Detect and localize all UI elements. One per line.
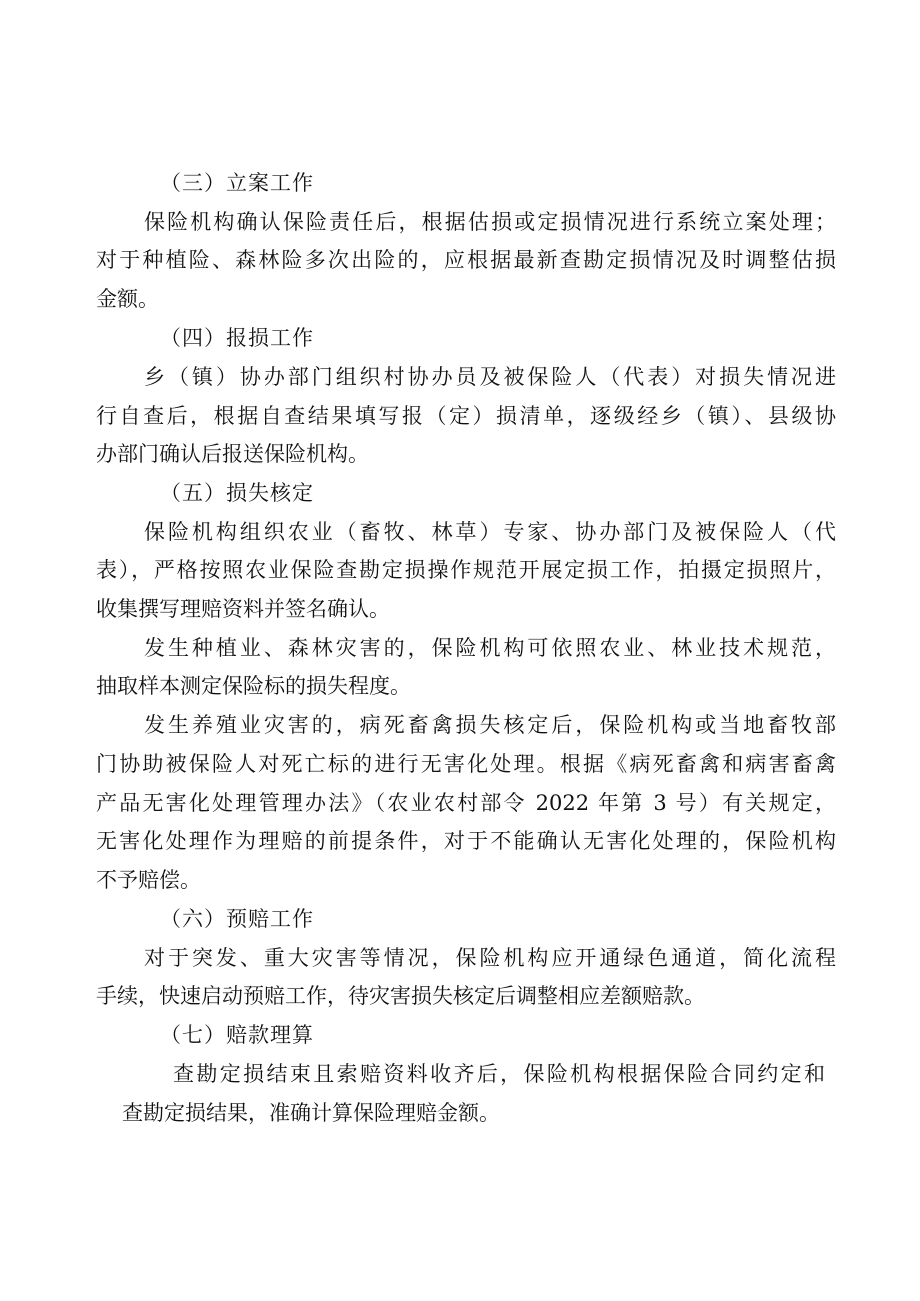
paragraph-line: 表），严格按照农业保险查勘定损操作规范开展定损工作，拍摄定损照片，	[96, 558, 836, 582]
paragraph-line: 保险机构确认保险责任后，根据估损或定损情况进行系统立案处理；	[144, 210, 836, 234]
paragraph-line: 对于突发、重大灾害等情况，保险机构应开通绿色通道，简化流程	[144, 946, 836, 970]
paragraph-line: 办部门确认后报送保险机构。	[96, 442, 369, 466]
paragraph-line: 查勘定损结果，准确计算保险理赔金额。	[122, 1101, 500, 1125]
paragraph-line: 手续，快速启动预赔工作，待灾害损失核定后调整相应差额赔款。	[96, 984, 705, 1008]
paragraph-line: 行自查后，根据自查结果填写报（定）损清单，逐级经乡（镇）、县级协	[96, 404, 836, 428]
section-heading-3: （三）立案工作	[160, 171, 314, 195]
paragraph-line: 查勘定损结束且索赔资料收齐后，保险机构根据保险合同约定和	[173, 1062, 825, 1086]
section-heading-7: （七）赔款理算	[160, 1023, 314, 1047]
paragraph-line: 乡（镇）协办部门组织村协办员及被保险人（代表）对损失情况进	[144, 365, 836, 389]
paragraph-line: 不予赔偿。	[96, 868, 201, 892]
paragraph-line: 无害化处理作为理赔的前提条件，对于不能确认无害化处理的，保险机构	[96, 829, 836, 853]
section-heading-5: （五）损失核定	[160, 481, 314, 505]
section-heading-4: （四）报损工作	[160, 326, 314, 350]
paragraph-line: 收集撰写理赔资料并签名确认。	[96, 597, 390, 621]
paragraph-line: 金额。	[96, 287, 159, 311]
paragraph-line: 发生养殖业灾害的，病死畜禽损失核定后，保险机构或当地畜牧部	[144, 713, 836, 737]
paragraph-line: 发生种植业、森林灾害的，保险机构可依照农业、林业技术规范，	[144, 636, 836, 660]
paragraph-line: 产品无害化处理管理办法》（农业农村部令 2022 年第 3 号）有关规定，	[96, 791, 836, 815]
paragraph-line: 对于种植险、森林险多次出险的，应根据最新查勘定损情况及时调整估损	[96, 248, 836, 272]
paragraph-line: 保险机构组织农业（畜牧、林草）专家、协办部门及被保险人（代	[144, 520, 836, 544]
paragraph-line: 抽取样本测定保险标的损失程度。	[96, 674, 411, 698]
section-heading-6: （六）预赔工作	[160, 907, 314, 931]
paragraph-line: 门协助被保险人对死亡标的进行无害化处理。根据《病死畜禽和病害畜禽	[96, 752, 836, 776]
